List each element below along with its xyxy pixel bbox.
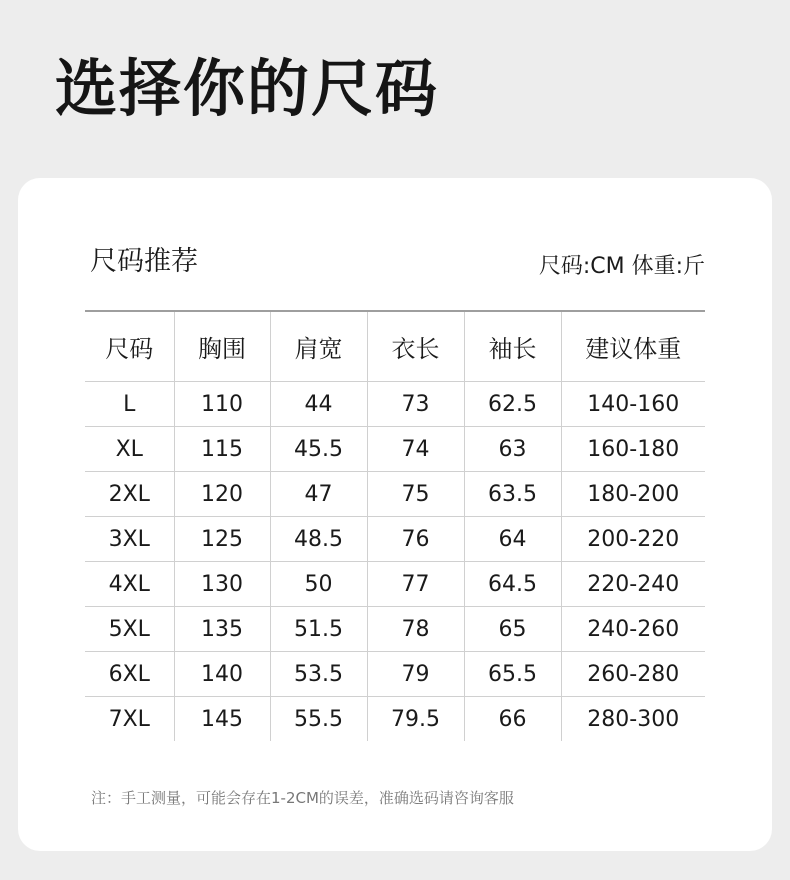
table-header xyxy=(85,311,705,382)
header-shoulder: 肩宽 xyxy=(270,311,367,382)
cell-sleeve: 66 xyxy=(464,697,561,742)
table-body xyxy=(85,382,705,742)
cell-length: 79.5 xyxy=(367,697,464,742)
cell-chest: 130 xyxy=(174,562,270,607)
cell-weight: 180-200 xyxy=(561,472,705,517)
cell-sleeve: 65.5 xyxy=(464,652,561,697)
cell-sleeve: 64 xyxy=(464,517,561,562)
cell-shoulder: 53.5 xyxy=(270,652,367,697)
cell-sleeve: 62.5 xyxy=(464,382,561,427)
cell-shoulder: 45.5 xyxy=(270,427,367,472)
cell-weight: 220-240 xyxy=(561,562,705,607)
cell-weight: 200-220 xyxy=(561,517,705,562)
header-row xyxy=(85,311,705,382)
cell-length: 74 xyxy=(367,427,464,472)
cell-sleeve: 65 xyxy=(464,607,561,652)
cell-size: 3XL xyxy=(85,517,174,562)
cell-weight: 280-300 xyxy=(561,697,705,742)
header-chest: 胸围 xyxy=(174,311,270,382)
cell-length: 73 xyxy=(367,382,464,427)
cell-sleeve: 64.5 xyxy=(464,562,561,607)
cell-size: L xyxy=(85,382,174,427)
size-chart-card xyxy=(18,178,772,851)
size-table xyxy=(85,310,705,741)
cell-shoulder: 50 xyxy=(270,562,367,607)
cell-chest: 115 xyxy=(174,427,270,472)
cell-size: 6XL xyxy=(85,652,174,697)
cell-length: 78 xyxy=(367,607,464,652)
cell-shoulder: 48.5 xyxy=(270,517,367,562)
cell-shoulder: 51.5 xyxy=(270,607,367,652)
header-sleeve: 袖长 xyxy=(464,311,561,382)
cell-length: 77 xyxy=(367,562,464,607)
table-row xyxy=(85,697,705,742)
page-title: 选择你的尺码 xyxy=(55,52,440,125)
cell-shoulder: 47 xyxy=(270,472,367,517)
cell-chest: 140 xyxy=(174,652,270,697)
header-length: 衣长 xyxy=(367,311,464,382)
cell-sleeve: 63 xyxy=(464,427,561,472)
cell-size: XL xyxy=(85,427,174,472)
card-title: 尺码推荐 xyxy=(90,246,198,277)
cell-weight: 160-180 xyxy=(561,427,705,472)
units-label: 尺码:CM 体重:斤 xyxy=(538,254,705,279)
table-row xyxy=(85,472,705,517)
table-row xyxy=(85,607,705,652)
cell-chest: 145 xyxy=(174,697,270,742)
cell-size: 7XL xyxy=(108,706,150,732)
cell-sleeve: 63.5 xyxy=(464,472,561,517)
cell-length: 75 xyxy=(367,472,464,517)
header-weight: 建议体重 xyxy=(561,311,705,382)
cell-chest: 110 xyxy=(174,382,270,427)
cell-chest: 135 xyxy=(174,607,270,652)
table-row xyxy=(85,562,705,607)
cell-weight: 140-160 xyxy=(561,382,705,427)
table-row xyxy=(85,427,705,472)
measurement-note: 注：手工测量，可能会存在1-2CM的误差，准确选码请咨询客服 xyxy=(91,789,514,807)
table-row xyxy=(85,382,705,427)
cell-chest: 120 xyxy=(174,472,270,517)
table-row xyxy=(85,517,705,562)
cell-size: 5XL xyxy=(85,607,174,652)
cell-shoulder: 44 xyxy=(270,382,367,427)
cell-length: 79 xyxy=(367,652,464,697)
cell-weight: 260-280 xyxy=(561,652,705,697)
cell-shoulder: 55.5 xyxy=(270,697,367,742)
cell-size: 4XL xyxy=(85,562,174,607)
cell-size: 2XL xyxy=(85,472,174,517)
table-row xyxy=(85,652,705,697)
cell-weight: 240-260 xyxy=(561,607,705,652)
cell-chest: 125 xyxy=(174,517,270,562)
header-size: 尺码 xyxy=(85,311,174,382)
cell-length: 76 xyxy=(367,517,464,562)
